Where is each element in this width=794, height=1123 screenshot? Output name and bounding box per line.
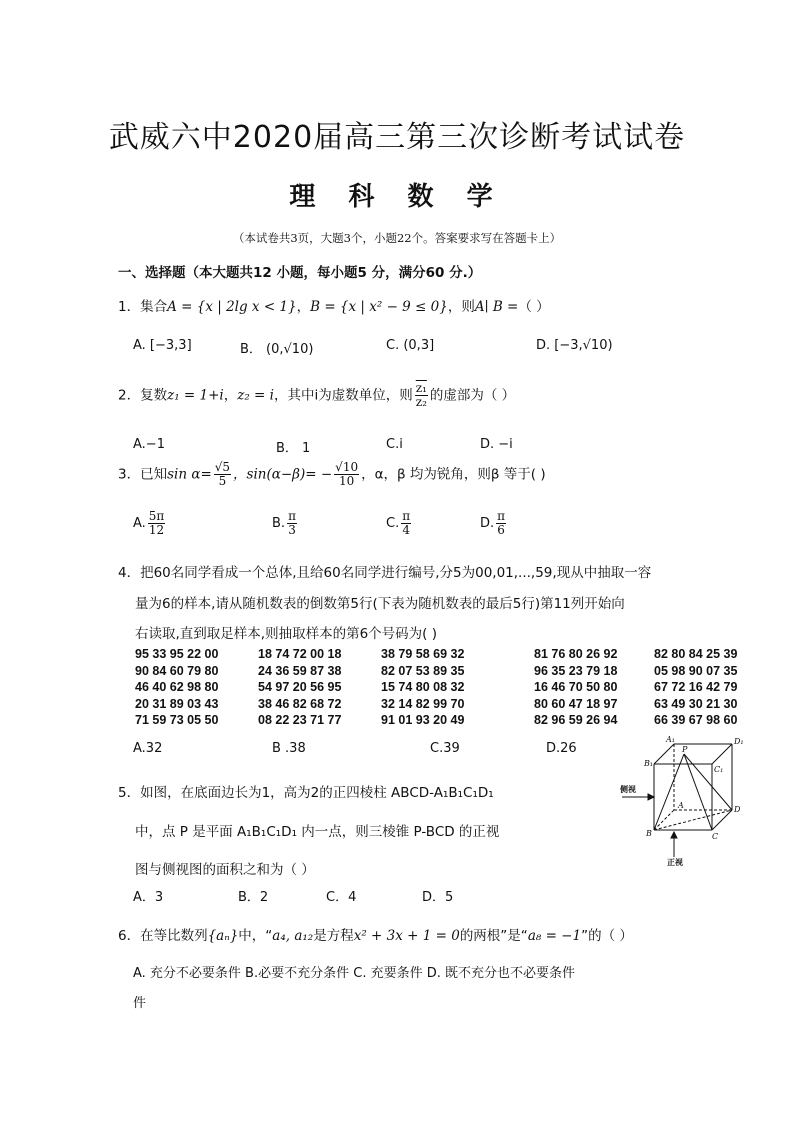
q3-option-b xyxy=(272,510,299,537)
q3-sin-alpha: sin α= xyxy=(167,466,212,483)
q2-fraction xyxy=(415,382,428,409)
exam-note: （本试卷共3页，大题3个，小题22个。答案要求写在答题卡上） xyxy=(232,231,562,245)
q3-text1: 已知 xyxy=(140,466,168,483)
q3-option-c-frac xyxy=(401,510,411,537)
q5-option-b: B．2 xyxy=(238,890,269,905)
q1-set-a: A = {x | 2lg x < 1} xyxy=(167,299,297,315)
q3-number: 3． xyxy=(118,466,141,483)
q1-option-c: C. (0,3] xyxy=(386,338,435,353)
table-cell: 63 49 30 21 30 xyxy=(654,696,738,711)
table-cell: 82 07 53 89 35 xyxy=(381,663,465,678)
fig-label-d: D xyxy=(734,805,741,814)
fig-label-a: A xyxy=(678,801,684,810)
q1-text2: ，则 xyxy=(447,299,475,315)
q5-line-2: 中，点 P 是平面 A₁B₁C₁D₁ 内一点，则三棱锥 P-BCD 的正视 xyxy=(135,824,500,840)
q3-option-d-label: D. xyxy=(480,516,495,531)
q3-option-d-den: 6 xyxy=(497,523,505,537)
q1-option-a: A. [−3,3] xyxy=(133,338,192,353)
q3-option-c xyxy=(386,510,413,537)
question-2 xyxy=(118,382,515,409)
table-cell: 71 59 73 05 50 xyxy=(135,713,219,728)
q3-option-d xyxy=(480,510,508,537)
q6-text2: 中，“ xyxy=(238,928,273,944)
q3-option-d-frac xyxy=(496,510,506,537)
q3-option-a xyxy=(133,510,167,537)
q6-equation: x² + 3x + 1 = 0 xyxy=(353,928,460,944)
question-6 xyxy=(118,924,633,944)
q4-line-3: 右读取,直到取足样本,则抽取样本的第6个号码为( ) xyxy=(135,626,437,642)
table-cell: 16 46 70 50 80 xyxy=(534,680,618,695)
table-row xyxy=(135,663,754,680)
q2-option-d: D. −i xyxy=(480,437,513,452)
table-row xyxy=(135,646,754,663)
q2-text2: ，其中i为虚数单位，则 xyxy=(273,387,413,404)
table-cell: 32 14 82 99 70 xyxy=(381,696,465,711)
q3-option-b-num: π xyxy=(288,509,296,523)
table-cell: 67 72 16 42 79 xyxy=(654,680,738,695)
table-cell: 20 31 89 03 43 xyxy=(135,696,219,711)
q3-fraction-2-den: 10 xyxy=(338,474,355,488)
q1-set-b: B = {x | x² − 9 ≤ 0} xyxy=(310,299,448,315)
q4-line-1: 4．把60名同学看成一个总体,且给60名同学进行编号,分5为00,01,...,59,现从中抽取一容 xyxy=(118,565,652,581)
q4-option-c: C.39 xyxy=(430,741,460,756)
table-cell: 05 98 90 07 35 xyxy=(654,663,738,678)
q3-option-a-frac xyxy=(148,510,166,537)
question-1 xyxy=(118,295,550,315)
q6-terms: a₄, a₁₂ xyxy=(272,928,314,944)
table-cell: 38 79 58 69 32 xyxy=(381,647,465,662)
q4-option-d: D.26 xyxy=(546,741,577,756)
q3-option-a-label: A. xyxy=(133,516,146,531)
table-cell: 18 74 72 00 18 xyxy=(258,647,342,662)
random-number-table xyxy=(135,646,754,729)
section-heading: 一、选择题（本大题共12 小题，每小题5 分，满分60 分.） xyxy=(118,265,482,281)
fig-label-c: C xyxy=(712,832,719,841)
fig-label-d1: D₁ xyxy=(734,737,744,746)
fig-label-side-view: 侧视 xyxy=(620,785,636,794)
q2-option-c: C.i xyxy=(386,437,403,452)
q2-sep: ， xyxy=(223,387,238,404)
fig-label-front-view: 正视 xyxy=(667,858,683,867)
q2-text3: 的虚部为（ ） xyxy=(429,387,516,404)
table-cell: 46 40 62 98 80 xyxy=(135,680,219,695)
exam-subtitle: 理 科 数 学 xyxy=(289,182,505,212)
q3-option-a-num: 5π xyxy=(148,509,165,523)
q5-line-1: 5．如图，在底面边长为1，高为2的正四棱柱 ABCD-A₁B₁C₁D₁ xyxy=(118,785,494,801)
q6-number: 6． xyxy=(118,928,141,944)
q2-z1: z₁ = 1+i xyxy=(167,387,224,404)
q2-z2: z₂ = i xyxy=(237,387,274,404)
table-cell: 90 84 60 79 80 xyxy=(135,663,219,678)
q6-text1: 在等比数列 xyxy=(140,928,208,944)
q3-option-c-label: C. xyxy=(386,516,400,531)
q6-text5: ”的（ ） xyxy=(581,928,633,944)
q3-option-a-den: 12 xyxy=(148,523,165,537)
q2-option-b: B． 1 xyxy=(276,441,311,456)
q1-option-d: D. [−3,√10) xyxy=(536,338,613,353)
fig-label-a1: A₁ xyxy=(666,735,675,744)
q2-text1: 复数 xyxy=(140,387,168,404)
q1-comma: ， xyxy=(296,299,311,315)
table-cell: 15 74 80 08 32 xyxy=(381,680,465,695)
q3-option-c-num: π xyxy=(402,509,411,523)
q5-option-c: C．4 xyxy=(326,890,357,905)
q3-option-b-label: B. xyxy=(272,516,286,531)
q3-fraction-1-num: √5 xyxy=(214,460,231,474)
q1-option-b: B． (0,√10) xyxy=(240,342,314,357)
q1-paren: （ ） xyxy=(518,299,550,315)
fig-label-b: B xyxy=(646,829,652,838)
q4-option-b: B .38 xyxy=(272,741,306,756)
q2-number: 2． xyxy=(118,387,141,404)
q3-fraction-1 xyxy=(214,461,231,488)
q1-text1: 集合 xyxy=(140,299,168,315)
q5-option-d: D．5 xyxy=(422,890,454,905)
q4-option-a: A.32 xyxy=(133,741,163,756)
table-cell: 54 97 20 56 95 xyxy=(258,680,342,695)
table-cell: 24 36 59 87 38 xyxy=(258,663,342,678)
fig-label-p: P xyxy=(682,745,688,754)
q3-sin-diff: ，sin(α−β)= − xyxy=(233,466,333,483)
q2-fraction-den: z₂ xyxy=(415,395,427,409)
table-cell: 66 39 67 98 60 xyxy=(654,713,738,728)
q3-option-d-num: π xyxy=(497,509,506,523)
table-row xyxy=(135,696,754,713)
table-row xyxy=(135,712,754,729)
q2-fraction-num: z₁ xyxy=(415,381,427,395)
q4-line-2: 量为6的样本,请从随机数表的倒数第5行(下表为随机数表的最后5行)第11列开始向 xyxy=(135,596,625,612)
table-cell: 95 33 95 22 00 xyxy=(135,647,219,662)
q2-option-a: A.−1 xyxy=(133,437,165,452)
fig-label-b1: B₁ xyxy=(644,759,654,768)
table-cell: 96 35 23 79 18 xyxy=(534,663,618,678)
fig-label-c1: C₁ xyxy=(714,765,724,774)
q5-option-a: A．3 xyxy=(133,890,164,905)
q6-options-wrap: 件 xyxy=(133,996,147,1011)
table-cell: 08 22 23 71 77 xyxy=(258,713,342,728)
table-cell: 80 60 47 18 97 xyxy=(534,696,618,711)
q3-fraction-2 xyxy=(334,461,359,488)
q6-text4: 的两根”是“ xyxy=(459,928,528,944)
q3-option-c-den: 4 xyxy=(402,523,410,537)
q3-option-b-den: 3 xyxy=(288,523,296,537)
question-3 xyxy=(118,461,546,488)
table-cell: 82 80 84 25 39 xyxy=(654,647,738,662)
q6-sequence: {aₙ} xyxy=(207,928,239,944)
q6-options: A. 充分不必要条件 B.必要不充分条件 C. 充要条件 D. 既不充分也不必要条件 xyxy=(133,966,575,981)
q5-line-3: 图与侧视图的面积之和为（ ） xyxy=(135,862,315,878)
table-cell: 81 76 80 26 92 xyxy=(534,647,618,662)
table-cell: 38 46 82 68 72 xyxy=(258,696,342,711)
q3-option-b-frac xyxy=(287,510,297,537)
q6-text3: 是方程 xyxy=(313,928,354,944)
exam-title: 武威六中2020届高三第三次诊断考试试卷 xyxy=(108,120,686,155)
table-cell: 82 96 59 26 94 xyxy=(534,713,618,728)
q1-expression: A∣ B = xyxy=(474,299,519,315)
table-cell: 91 01 93 20 49 xyxy=(381,713,465,728)
prism-figure xyxy=(612,732,762,867)
q3-fraction-2-num: √10 xyxy=(335,460,359,474)
q1-number: 1． xyxy=(118,299,141,315)
q3-fraction-1-den: 5 xyxy=(218,474,227,488)
table-row xyxy=(135,679,754,696)
q3-text2: ，α，β 均为锐角，则β 等于( ) xyxy=(361,466,546,483)
q6-condition: a₈ = −1 xyxy=(527,928,582,944)
